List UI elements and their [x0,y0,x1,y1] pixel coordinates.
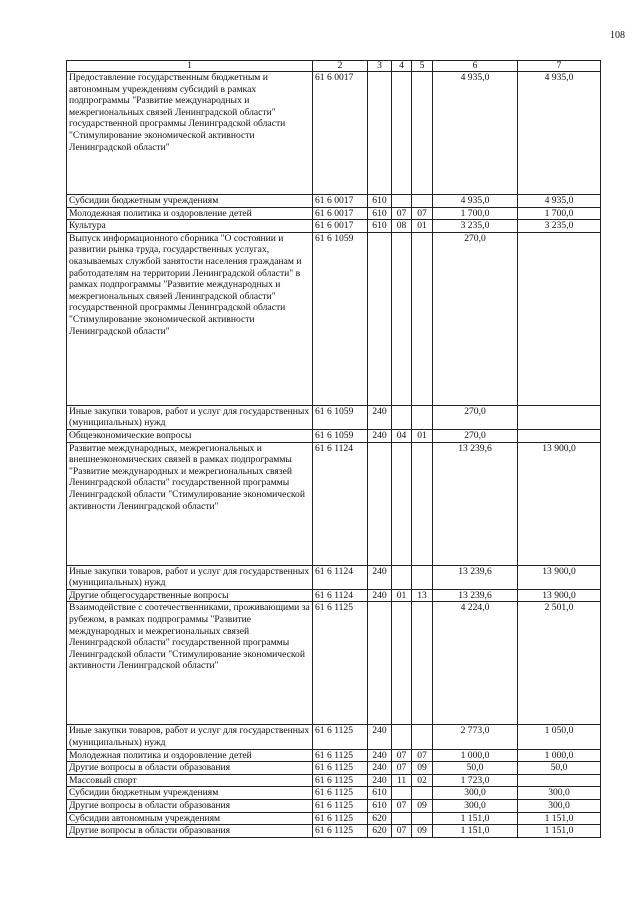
cell-description: Другие вопросы в области образования [67,799,313,812]
cell-subsection [412,232,433,405]
cell-section: 07 [392,749,412,762]
cell-description: Предоставление государственным бюджетным и автономным учреждениям субсидий в рамках подпрограммы "Развитие международных и межрегиональных связей Ленинградской области" государственной программы Ленинградской области "Стимулирование экономической активности Ленинградской области" [67,72,313,195]
cell-expense-type: 610 [368,195,392,208]
cell-subsection: 09 [412,825,433,838]
table-row [67,602,601,725]
cell-description: Иные закупки товаров, работ и услуг для государственных (муниципальных) нужд [67,565,313,589]
cell-target-code: 61 6 1125 [313,749,368,762]
table-row [67,220,601,233]
cell-target-code: 61 6 1125 [313,812,368,825]
cell-section: 07 [392,799,412,812]
cell-amount-year-2: 13 900,0 [518,442,601,565]
cell-amount-year-2: 1 151,0 [518,825,601,838]
table-row [67,725,601,749]
header-cell: 5 [412,61,433,72]
cell-section: 07 [392,762,412,775]
cell-target-code: 61 6 1125 [313,762,368,775]
cell-amount-year-2: 4 935,0 [518,195,601,208]
cell-subsection [412,72,433,195]
cell-subsection: 01 [412,220,433,233]
cell-expense-type: 240 [368,429,392,442]
cell-subsection: 09 [412,799,433,812]
cell-target-code: 61 6 0017 [313,207,368,220]
cell-target-code: 61 6 1125 [313,602,368,725]
cell-expense-type: 240 [368,589,392,602]
cell-expense-type: 240 [368,565,392,589]
cell-section [392,812,412,825]
cell-amount-year-2: 13 900,0 [518,589,601,602]
cell-subsection: 13 [412,589,433,602]
cell-section: 07 [392,207,412,220]
cell-expense-type [368,72,392,195]
table-row [67,812,601,825]
cell-expense-type: 610 [368,207,392,220]
table-row [67,825,601,838]
cell-amount-year-2: 3 235,0 [518,220,601,233]
cell-amount-year-2 [518,232,601,405]
cell-section [392,195,412,208]
cell-amount-year-1: 1 700,0 [433,207,518,220]
header-cell: 1 [67,61,313,72]
cell-amount-year-2: 4 935,0 [518,72,601,195]
cell-expense-type: 610 [368,799,392,812]
cell-amount-year-1: 270,0 [433,232,518,405]
cell-target-code: 61 6 0017 [313,220,368,233]
cell-amount-year-2: 2 501,0 [518,602,601,725]
cell-amount-year-1: 50,0 [433,762,518,775]
cell-target-code: 61 6 1059 [313,405,368,429]
cell-expense-type: 240 [368,774,392,787]
cell-expense-type: 620 [368,812,392,825]
cell-subsection: 02 [412,774,433,787]
cell-amount-year-1: 4 224,0 [433,602,518,725]
budget-table [66,60,601,838]
cell-amount-year-2: 1 151,0 [518,812,601,825]
cell-amount-year-2: 300,0 [518,799,601,812]
cell-description: Культура [67,220,313,233]
cell-description: Иные закупки товаров, работ и услуг для государственных (муниципальных) нужд [67,725,313,749]
cell-amount-year-1: 1 000,0 [433,749,518,762]
cell-amount-year-1: 270,0 [433,405,518,429]
header-cell: 7 [518,61,601,72]
cell-section [392,602,412,725]
cell-subsection [412,725,433,749]
cell-expense-type: 240 [368,725,392,749]
cell-amount-year-1: 2 773,0 [433,725,518,749]
table-row [67,429,601,442]
table-row [67,749,601,762]
table-row [67,799,601,812]
cell-description: Взаимодействие с соотечественниками, проживающими за рубежом, в рамках подпрограммы "Развитие международных и межрегиональных связей Ленинградской области" государственной программы Ленинградской области "Стимулирование экономической активности Ленинградской области" [67,602,313,725]
cell-target-code: 61 6 0017 [313,72,368,195]
table-row [67,774,601,787]
cell-amount-year-1: 13 239,6 [433,565,518,589]
cell-amount-year-1: 270,0 [433,429,518,442]
cell-target-code: 61 6 1125 [313,774,368,787]
cell-amount-year-2 [518,405,601,429]
table-row [67,405,601,429]
cell-subsection [412,787,433,800]
table-row [67,565,601,589]
header-cell: 4 [392,61,412,72]
cell-amount-year-1: 300,0 [433,787,518,800]
cell-expense-type: 240 [368,405,392,429]
page-number: 108 [610,30,625,41]
cell-subsection [412,195,433,208]
table-row [67,442,601,565]
cell-target-code: 61 6 1059 [313,429,368,442]
cell-amount-year-1: 4 935,0 [433,72,518,195]
cell-section [392,72,412,195]
cell-target-code: 61 6 1059 [313,232,368,405]
cell-target-code: 61 6 1125 [313,787,368,800]
table-row [67,232,601,405]
cell-amount-year-1: 300,0 [433,799,518,812]
cell-amount-year-1: 4 935,0 [433,195,518,208]
cell-subsection [412,405,433,429]
table-row [67,787,601,800]
cell-target-code: 61 6 1124 [313,589,368,602]
cell-description: Другие общегосударственные вопросы [67,589,313,602]
table-row [67,72,601,195]
cell-section [392,565,412,589]
cell-description: Молодежная политика и оздоровление детей [67,207,313,220]
header-cell: 3 [368,61,392,72]
cell-description: Молодежная политика и оздоровление детей [67,749,313,762]
cell-amount-year-1: 13 239,6 [433,589,518,602]
cell-amount-year-2: 1 000,0 [518,749,601,762]
cell-section [392,232,412,405]
cell-target-code: 61 6 1124 [313,442,368,565]
table-row [67,762,601,775]
cell-amount-year-2: 300,0 [518,787,601,800]
cell-amount-year-2 [518,429,601,442]
cell-subsection: 01 [412,429,433,442]
cell-section: 01 [392,589,412,602]
cell-subsection [412,442,433,565]
cell-expense-type: 620 [368,825,392,838]
cell-description: Другие вопросы в области образования [67,762,313,775]
cell-target-code: 61 6 1124 [313,565,368,589]
table-row [67,195,601,208]
cell-description: Другие вопросы в области образования [67,825,313,838]
cell-subsection [412,565,433,589]
cell-description: Выпуск информационного сборника "О состоянии и развитии рынка труда, государственных услугах, оказываемых службой занятости населения гражданам и работодателям на территории Ленинградской области" в рамках подпрограммы "Развитие международных и межрегиональных связей Ленинградской области" государственной программы Ленинградской области "Стимулирование экономической активности Ленинградской области" [67,232,313,405]
cell-description: Массовый спорт [67,774,313,787]
cell-subsection [412,602,433,725]
cell-description: Субсидии бюджетным учреждениям [67,787,313,800]
cell-amount-year-1: 13 239,6 [433,442,518,565]
cell-amount-year-1: 1 151,0 [433,812,518,825]
cell-description: Субсидии бюджетным учреждениям [67,195,313,208]
cell-section [392,405,412,429]
cell-section: 04 [392,429,412,442]
cell-subsection [412,812,433,825]
cell-amount-year-2: 13 900,0 [518,565,601,589]
cell-expense-type: 240 [368,762,392,775]
cell-subsection: 07 [412,749,433,762]
cell-section [392,725,412,749]
cell-amount-year-1: 3 235,0 [433,220,518,233]
cell-section: 07 [392,825,412,838]
cell-subsection: 09 [412,762,433,775]
cell-expense-type: 240 [368,749,392,762]
table-header-row [67,61,601,72]
cell-section [392,442,412,565]
cell-description: Общеэкономические вопросы [67,429,313,442]
cell-expense-type [368,602,392,725]
cell-target-code: 61 6 0017 [313,195,368,208]
table-row [67,207,601,220]
cell-target-code: 61 6 1125 [313,799,368,812]
cell-amount-year-1: 1 151,0 [433,825,518,838]
cell-section: 08 [392,220,412,233]
cell-expense-type: 610 [368,787,392,800]
cell-amount-year-2: 50,0 [518,762,601,775]
cell-section [392,787,412,800]
cell-amount-year-1: 1 723,0 [433,774,518,787]
cell-amount-year-2 [518,774,601,787]
cell-target-code: 61 6 1125 [313,725,368,749]
cell-target-code: 61 6 1125 [313,825,368,838]
cell-description: Развитие международных, межрегиональных и внешнеэкономических связей в рамках подпрограммы "Развитие международных и межрегиональных связей Ленинградской области" государственной программы Ленинградской области "Стимулирование экономической активности Ленинградской области" [67,442,313,565]
table-row [67,589,601,602]
header-cell: 6 [433,61,518,72]
cell-subsection: 07 [412,207,433,220]
cell-expense-type [368,442,392,565]
cell-description: Иные закупки товаров, работ и услуг для государственных (муниципальных) нужд [67,405,313,429]
cell-amount-year-2: 1 050,0 [518,725,601,749]
header-cell: 2 [313,61,368,72]
cell-section: 11 [392,774,412,787]
cell-expense-type [368,232,392,405]
cell-expense-type: 610 [368,220,392,233]
cell-description: Субсидии автономным учреждениям [67,812,313,825]
cell-amount-year-2: 1 700,0 [518,207,601,220]
